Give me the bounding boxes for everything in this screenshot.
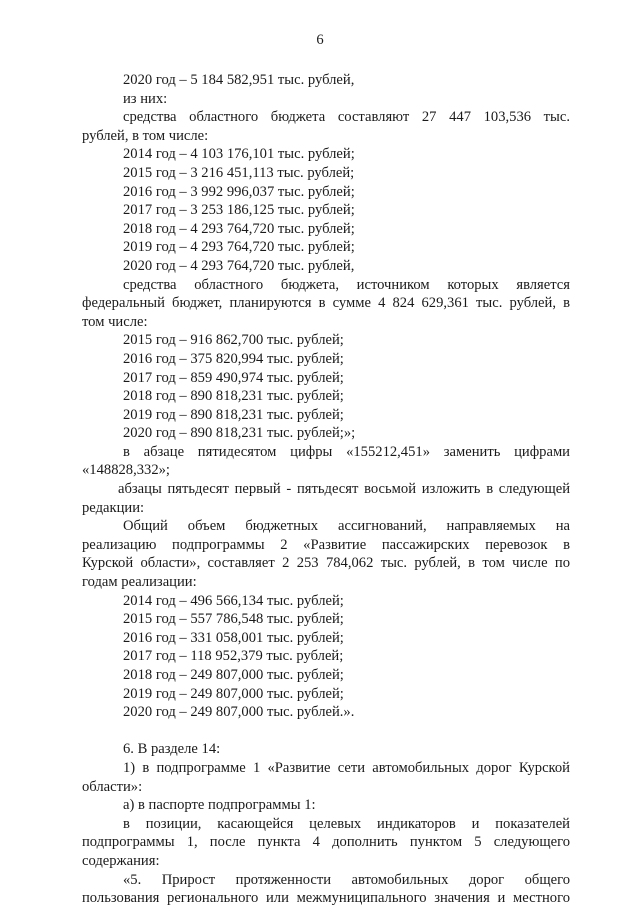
text-line: 2017 год – 3 253 186,125 тыс. рублей; (123, 202, 355, 219)
text-line: средства областного бюджета, источником которых является (123, 276, 570, 293)
text-line: 2018 год – 4 293 764,720 тыс. рублей; (123, 220, 355, 237)
text-line: 2018 год – 890 818,231 тыс. рублей; (123, 388, 344, 405)
text-line: 2015 год – 3 216 451,113 тыс. рублей; (123, 164, 355, 181)
text-line: средства областного бюджета составляют 27 447 103,536 тыс. (123, 109, 570, 126)
text-line: а) в паспорте подпрограммы 1: (123, 797, 316, 814)
text-line: 6. В разделе 14: (123, 741, 221, 758)
text-line: 2015 год – 557 786,548 тыс. рублей; (123, 611, 344, 628)
text-line: том числе: (82, 313, 148, 330)
page-number: 6 (316, 32, 324, 48)
text-line: Общий объем бюджетных ассигнований, направляемых на (123, 518, 570, 535)
text-line: редакции: (82, 499, 145, 516)
text-line: «5. Прирост протяженности автомобильных дорог общего (123, 871, 570, 888)
text-line: из них: (123, 90, 168, 107)
text-line: реализацию подпрограммы 2 «Развитие пассажирских перевозок в (82, 536, 570, 553)
text-line: Курской области», составляет 2 253 784,062 тыс. рублей, в том числе по (82, 555, 570, 572)
text-line: области»: (82, 778, 143, 795)
text-line: 2016 год – 375 820,994 тыс. рублей; (123, 350, 344, 367)
text-line: 2019 год – 249 807,000 тыс. рублей; (123, 685, 344, 702)
text-line: в абзаце пятидесятом цифры «155212,451» заменить цифрами (123, 443, 570, 460)
text-line: 2020 год – 4 293 764,720 тыс. рублей, (123, 257, 355, 274)
text-line: в позиции, касающейся целевых индикаторов и показателей (123, 815, 570, 832)
text-line: 2014 год – 496 566,134 тыс. рублей; (123, 592, 344, 609)
text-line: 2014 год – 4 103 176,101 тыс. рублей; (123, 146, 355, 163)
blank-line (82, 722, 570, 741)
text-line: годам реализации: (82, 574, 197, 591)
text-line: подпрограммы 1, после пункта 4 дополнить пунктом 5 следующего (82, 834, 570, 851)
text-line: абзацы пятьдесят первый - пятьдесят восьмой изложить в следующей (118, 481, 570, 498)
text-line: 2016 год – 331 058,001 тыс. рублей; (123, 629, 344, 646)
text-line: «148828,332»; (82, 462, 170, 479)
text-line: пользования регионального или межмуниципального значения и местного (82, 890, 570, 907)
text-line: 2016 год – 3 992 996,037 тыс. рублей; (123, 183, 355, 200)
text-line: рублей, в том числе: (82, 127, 209, 144)
text-line: 2020 год – 5 184 582,951 тыс. рублей, (123, 72, 355, 88)
text-line: 2018 год – 249 807,000 тыс. рублей; (123, 667, 344, 683)
text-line: 2020 год – 890 818,231 тыс. рублей;»; (123, 425, 356, 442)
text-line: 2015 год – 916 862,700 тыс. рублей; (123, 332, 344, 349)
text-line: федеральный бюджет, планируются в сумме 4 824 629,361 тыс. рублей, в (82, 295, 570, 312)
document-body (82, 71, 570, 908)
text-line: 1) в подпрограмме 1 «Развитие сети автомобильных дорог Курской (123, 759, 570, 776)
text-line: 2019 год – 4 293 764,720 тыс. рублей; (123, 239, 355, 256)
text-line: 2017 год – 118 952,379 тыс. рублей; (123, 648, 344, 665)
text-line: содержания: (82, 852, 160, 869)
text-line: 2017 год – 859 490,974 тыс. рублей; (123, 369, 344, 386)
text-line: 2020 год – 249 807,000 тыс. рублей.». (123, 704, 355, 721)
text-line: 2019 год – 890 818,231 тыс. рублей; (123, 406, 344, 423)
